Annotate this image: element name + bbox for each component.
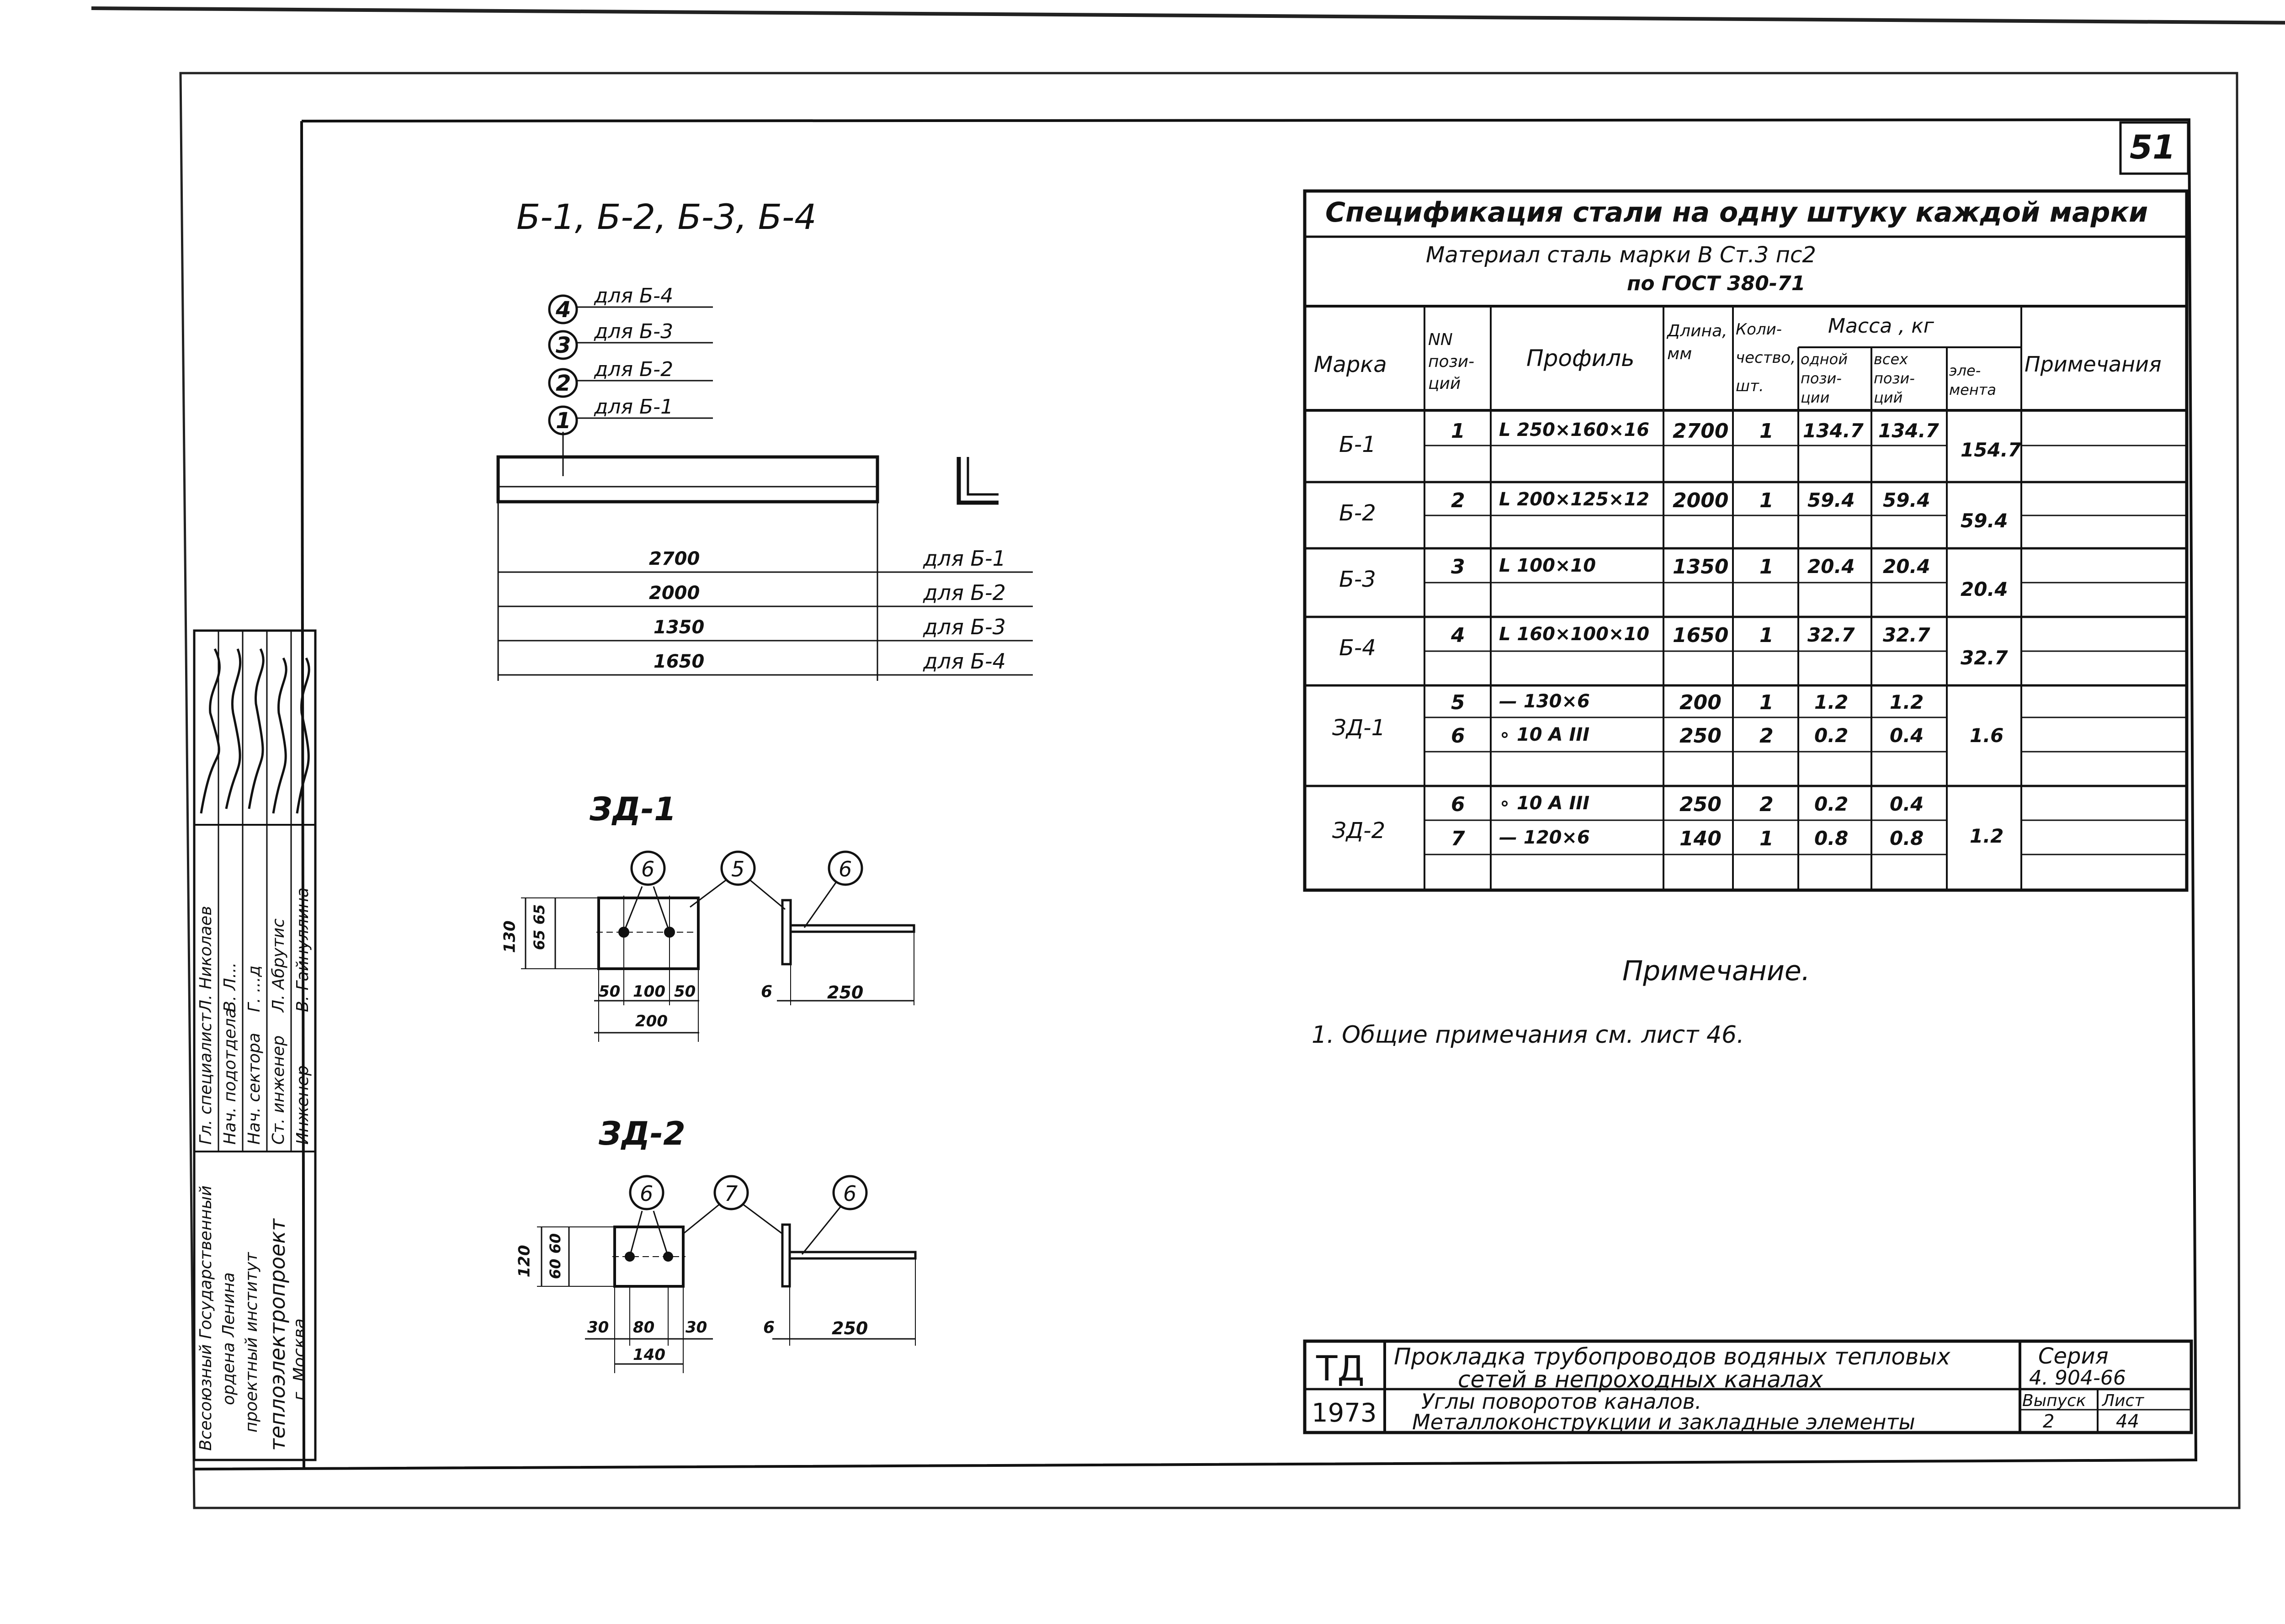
header-profile: Профиль	[1526, 345, 1635, 372]
title-line1: Прокладка трубопроводов водяных тепловых	[1394, 1343, 1950, 1370]
zd1-dim-bar: 250	[827, 982, 864, 1003]
title-code: ТД	[1316, 1348, 1365, 1389]
row-qty: 1	[1759, 489, 1774, 512]
row-mass-one: 0.2	[1814, 793, 1849, 815]
row-qty: 2	[1759, 793, 1774, 816]
zd1-callout: 6	[839, 857, 852, 881]
header-qty: Коли- чество, шт.	[1736, 320, 1796, 395]
callout-label: для Б-3	[594, 320, 674, 343]
row-mass-all: 0.8	[1890, 827, 1924, 849]
row-qty: 1	[1759, 691, 1774, 714]
note-text: 1. Общие примечания см. лист 46.	[1312, 1021, 1744, 1049]
stamp-role: Нач. подотдела	[221, 1008, 239, 1145]
org-line: Всесоюзный Государственный	[197, 1185, 215, 1451]
row-length: 200	[1679, 691, 1722, 714]
row-mass-element: 59.4	[1961, 509, 2008, 532]
org-line: теплоэлектропроект	[265, 1219, 290, 1451]
row-profile: L 160×100×10	[1499, 624, 1650, 645]
bar-length-label: для Б-3	[923, 615, 1006, 639]
row-mass-element: 154.7	[1961, 439, 2021, 461]
row-profile: L 250×160×16	[1499, 419, 1650, 440]
row-mark: Б-4	[1339, 635, 1376, 661]
row-mass-element: 20.4	[1961, 578, 2008, 600]
row-pos: 3	[1451, 555, 1465, 578]
row-mass-one: 134.7	[1803, 419, 1864, 442]
header-mass-all: всех пози- ций	[1874, 350, 1915, 406]
zd1-callout: 6	[641, 857, 655, 881]
row-length: 1350	[1673, 555, 1729, 578]
row-mass-element: 32.7	[1961, 647, 2008, 669]
bar-length-label: для Б-1	[923, 546, 1006, 571]
zd2-dim-height: 120	[515, 1245, 534, 1278]
stamp-name: Л. Абрутис	[269, 918, 288, 1012]
zd2-dim-w2: 80	[633, 1318, 655, 1337]
row-mass-one: 1.2	[1814, 691, 1849, 713]
row-qty: 1	[1759, 555, 1774, 578]
zd1-dim-height: 130	[500, 920, 519, 953]
zd1-dim-w2: 100	[633, 982, 665, 1001]
row-mass-all: 134.7	[1878, 419, 1939, 442]
sheet-number: 51	[2130, 128, 2176, 166]
zd2-callout: 7	[724, 1181, 738, 1206]
row-pos: 2	[1451, 489, 1465, 512]
header-length: Длина, мм	[1667, 322, 1727, 363]
callout-number: 1	[556, 408, 571, 434]
row-pos: 6	[1451, 724, 1465, 748]
callout-label: для Б-1	[594, 395, 674, 419]
row-pos: 7	[1451, 827, 1465, 850]
note-title: Примечание.	[1622, 955, 1810, 987]
stamp-name: Л. Николаев	[197, 906, 215, 1012]
row-qty: 1	[1759, 419, 1774, 443]
row-mass-element: 1.2	[1970, 825, 2004, 847]
row-mass-one: 32.7	[1807, 624, 1855, 646]
zd2-dim-bar: 250	[832, 1318, 868, 1338]
zd1-dim-plate: 6	[761, 982, 773, 1001]
header-mass: Масса , кг	[1828, 314, 1934, 338]
row-profile: ∘ 10 А III	[1499, 793, 1590, 814]
zd1-dim-w3: 50	[674, 982, 696, 1001]
header-mass-el: эле- мента	[1949, 362, 1996, 398]
bar-length-label: для Б-4	[923, 649, 1006, 674]
zd2-dim-w1: 30	[587, 1318, 609, 1337]
issue-value: 2	[2043, 1411, 2055, 1432]
org-line: г. Москва	[290, 1318, 309, 1401]
row-qty: 1	[1759, 624, 1774, 647]
row-profile: — 120×6	[1499, 827, 1590, 848]
zd1-dim-inner: 65 65	[531, 904, 548, 950]
zd1-dim-total: 200	[635, 1012, 668, 1030]
row-mass-all: 59.4	[1883, 489, 1930, 511]
callout-number: 4	[556, 297, 571, 323]
spec-material-line2: по ГОСТ 380-71	[1627, 272, 1806, 295]
row-mass-one: 0.2	[1814, 724, 1849, 747]
series-value: 4. 904-66	[2029, 1366, 2126, 1390]
stamp-name: В. Гайнуллина	[293, 887, 312, 1012]
row-pos: 6	[1451, 793, 1465, 816]
stamp-name: В. Л...	[221, 962, 239, 1012]
row-profile: ∘ 10 А III	[1499, 724, 1590, 745]
zd2-callout: 6	[843, 1181, 857, 1206]
row-mark: Б-3	[1339, 567, 1376, 592]
row-length: 2000	[1673, 489, 1729, 512]
row-mass-one: 20.4	[1807, 555, 1855, 578]
bar-length-label: для Б-2	[923, 580, 1006, 605]
zd2-callout: 6	[640, 1181, 654, 1206]
org-line: проектный институт	[242, 1252, 261, 1433]
callout-number: 2	[556, 371, 571, 396]
row-qty: 1	[1759, 827, 1774, 850]
title-year: 1973	[1312, 1398, 1377, 1428]
zd2-title: ЗД-2	[599, 1115, 686, 1152]
row-mass-all: 0.4	[1890, 724, 1924, 747]
row-mass-all: 0.4	[1890, 793, 1924, 815]
header-mark: Марка	[1314, 352, 1387, 377]
header-mass-one: одной пози- ции	[1801, 350, 1848, 406]
sheet-value: 44	[2116, 1411, 2139, 1432]
header-note: Примечания	[2025, 352, 2162, 377]
zd1-callout: 5	[731, 857, 745, 881]
bar-group-title: Б-1, Б-2, Б-3, Б-4	[516, 196, 817, 237]
row-length: 250	[1679, 724, 1722, 748]
series-label: Серия	[2038, 1343, 2109, 1369]
row-qty: 2	[1759, 724, 1774, 748]
stamp-role: Гл. специалист	[197, 1013, 215, 1145]
bar-length: 1350	[654, 617, 705, 638]
row-profile: — 130×6	[1499, 691, 1590, 712]
row-mass-all: 1.2	[1890, 691, 1924, 713]
row-mark: Б-1	[1339, 432, 1376, 457]
spec-title: Спецификация стали на одну штуку каждой марки	[1325, 196, 2148, 228]
bar-length: 2700	[649, 548, 700, 569]
row-length: 250	[1679, 793, 1722, 816]
zd1-title: ЗД-1	[590, 791, 676, 828]
title-line2: сетей в непроходных каналах	[1458, 1366, 1823, 1393]
org-line: ордена Ленина	[219, 1272, 238, 1405]
row-mark: ЗД-2	[1332, 818, 1386, 844]
row-pos: 4	[1451, 624, 1465, 647]
row-length: 140	[1679, 827, 1722, 850]
callout-label: для Б-4	[594, 284, 674, 308]
stamp-name: Г. ...д	[245, 965, 264, 1012]
stamp-role: Инженер	[293, 1065, 312, 1145]
row-profile: L 100×10	[1499, 555, 1596, 576]
bar-length: 2000	[649, 583, 700, 604]
row-pos: 1	[1451, 419, 1465, 443]
stamp-role: Нач. сектора	[245, 1033, 264, 1145]
row-mass-all: 20.4	[1883, 555, 1930, 578]
row-mark: ЗД-1	[1332, 715, 1386, 741]
callout-number: 3	[556, 333, 571, 358]
row-mass-all: 32.7	[1883, 624, 1930, 646]
header-pos: NN пози- ций	[1428, 330, 1475, 393]
zd2-dim-total: 140	[633, 1346, 665, 1364]
row-mass-element: 1.6	[1970, 724, 2004, 747]
row-mark: Б-2	[1339, 500, 1376, 526]
row-pos: 5	[1451, 691, 1465, 714]
zd2-dim-plate: 6	[763, 1318, 775, 1337]
zd1-dim-w1: 50	[599, 982, 621, 1001]
row-mass-one: 0.8	[1814, 827, 1849, 849]
bar-length: 1650	[654, 651, 705, 672]
row-profile: L 200×125×12	[1499, 489, 1650, 510]
spec-material-line1: Материал сталь марки В Ст.3 пс2	[1426, 242, 1816, 268]
row-mass-one: 59.4	[1807, 489, 1855, 511]
row-length: 1650	[1673, 624, 1729, 647]
callout-label: для Б-2	[594, 358, 674, 381]
subtitle-line2: Металлоконструкции и закладные элементы	[1412, 1410, 1915, 1434]
sheet-label: Лист	[2102, 1391, 2144, 1410]
row-length: 2700	[1673, 419, 1729, 443]
subtitle-line1: Углы поворотов каналов.	[1421, 1389, 1702, 1414]
zd2-dim-inner: 60 60	[547, 1233, 564, 1279]
stamp-role: Ст. инженер	[269, 1035, 288, 1145]
zd2-dim-w3: 30	[686, 1318, 707, 1337]
issue-label: Выпуск	[2022, 1391, 2086, 1410]
